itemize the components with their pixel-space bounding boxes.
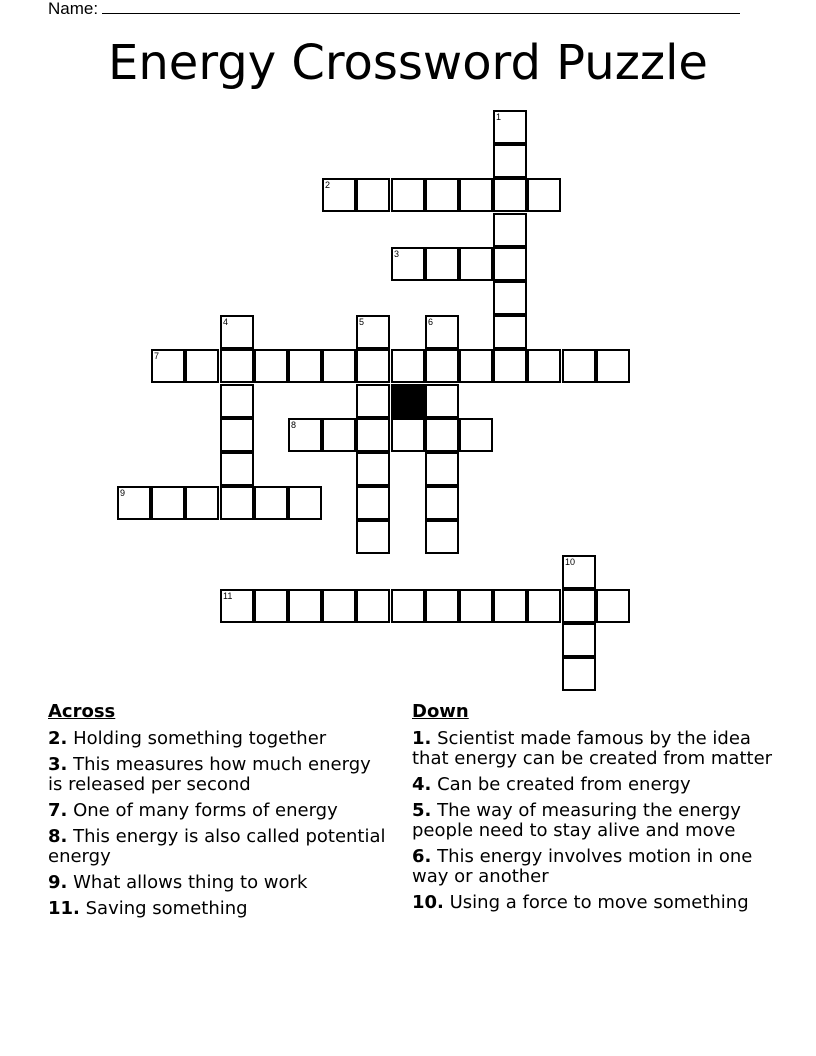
grid-cell[interactable]: [391, 418, 425, 452]
grid-cell[interactable]: [391, 349, 425, 383]
clue-item-text: Holding something together: [73, 728, 327, 749]
grid-cell[interactable]: [185, 486, 219, 520]
grid-cell[interactable]: [425, 247, 459, 281]
grid-cell[interactable]: [356, 178, 390, 212]
clue-item-text: Scientist made famous by the idea that energy can be created from matter: [412, 728, 773, 769]
clue-item-number: 3.: [48, 754, 68, 775]
grid-cell[interactable]: [562, 349, 596, 383]
down-clue-list: [412, 729, 777, 913]
grid-cell[interactable]: [459, 349, 493, 383]
clue-item-text: Can be created from energy: [437, 774, 691, 795]
clue-item-text: Saving something: [85, 898, 248, 919]
grid-cell[interactable]: [425, 520, 459, 554]
clue-item-text: This energy involves motion in one way or another: [412, 846, 753, 887]
grid-cell[interactable]: [493, 178, 527, 212]
clue-item: [412, 729, 777, 769]
grid-cell[interactable]: [562, 589, 596, 623]
clue-number: 2: [325, 180, 331, 190]
clue-item-number: 1.: [412, 728, 432, 749]
grid-cell[interactable]: [425, 589, 459, 623]
grid-cell[interactable]: [254, 349, 288, 383]
grid-cell[interactable]: [220, 589, 254, 623]
clue-item-text: This energy is also called potential energy: [48, 826, 386, 867]
grid-cell[interactable]: [459, 418, 493, 452]
clue-number: 3: [394, 249, 400, 259]
grid-cell[interactable]: [425, 418, 459, 452]
grid-cell[interactable]: [459, 247, 493, 281]
clue-number: 1: [496, 112, 502, 122]
grid-cell[interactable]: [322, 349, 356, 383]
grid-cell[interactable]: [493, 213, 527, 247]
clue-number: 10: [565, 557, 576, 567]
grid-cell[interactable]: [356, 384, 390, 418]
down-clues: [412, 700, 777, 919]
grid-cell[interactable]: [425, 452, 459, 486]
grid-cell[interactable]: [356, 520, 390, 554]
clue-number: 7: [154, 351, 160, 361]
grid-cell[interactable]: [220, 486, 254, 520]
grid-cell[interactable]: [151, 486, 185, 520]
clue-item: [412, 801, 777, 841]
name-label: Name:: [48, 0, 99, 18]
grid-cell[interactable]: [185, 349, 219, 383]
clue-item: [48, 899, 388, 919]
grid-cell[interactable]: [459, 178, 493, 212]
grid-cell[interactable]: [322, 178, 356, 212]
grid-cell[interactable]: [493, 281, 527, 315]
clue-item-number: 5.: [412, 800, 432, 821]
grid-cell[interactable]: [288, 418, 322, 452]
grid-cell[interactable]: [356, 486, 390, 520]
clue-number: 4: [223, 317, 229, 327]
clue-item: [48, 755, 388, 795]
page-title: Energy Crossword Puzzle: [108, 35, 708, 91]
clue-item: [48, 729, 388, 749]
grid-cell[interactable]: [562, 657, 596, 691]
grid-cell[interactable]: [117, 486, 151, 520]
grid-cell[interactable]: [391, 178, 425, 212]
grid-cell[interactable]: [220, 315, 254, 349]
grid-cell[interactable]: [562, 555, 596, 589]
clue-item: [412, 893, 777, 913]
grid-cell[interactable]: [356, 452, 390, 486]
grid-cell[interactable]: [391, 589, 425, 623]
grid-cell[interactable]: [288, 349, 322, 383]
across-heading: Across: [48, 701, 116, 722]
clue-number: 6: [428, 317, 434, 327]
grid-cell[interactable]: [425, 315, 459, 349]
grid-cell[interactable]: [527, 589, 561, 623]
grid-cell[interactable]: [356, 315, 390, 349]
clue-number: 11: [223, 591, 233, 601]
grid-cell[interactable]: [254, 589, 288, 623]
grid-cell[interactable]: [493, 144, 527, 178]
grid-cell[interactable]: [425, 178, 459, 212]
clue-item: [48, 827, 388, 867]
grid-cell[interactable]: [493, 349, 527, 383]
clue-number: 8: [291, 420, 297, 430]
clue-item-number: 6.: [412, 846, 432, 867]
grid-cell[interactable]: [562, 623, 596, 657]
clue-item-number: 2.: [48, 728, 68, 749]
grid-cell[interactable]: [425, 486, 459, 520]
clue-item-text: One of many forms of energy: [73, 800, 338, 821]
grid-cell[interactable]: [493, 589, 527, 623]
clue-item: [48, 873, 388, 893]
clue-number: 5: [359, 317, 365, 327]
grid-cell[interactable]: [220, 384, 254, 418]
clue-item-text: The way of measuring the energy people need to stay alive and move: [412, 800, 741, 841]
grid-cell[interactable]: [493, 315, 527, 349]
grid-cell[interactable]: [425, 349, 459, 383]
grid-cell[interactable]: [459, 589, 493, 623]
clue-item-number: 10.: [412, 892, 444, 913]
down-heading: Down: [412, 701, 469, 722]
grid-cell[interactable]: [254, 486, 288, 520]
grid-cell[interactable]: [288, 589, 322, 623]
grid-cell[interactable]: [596, 349, 630, 383]
clue-item-number: 7.: [48, 800, 68, 821]
grid-cell[interactable]: [322, 418, 356, 452]
grid-cell[interactable]: [425, 384, 459, 418]
grid-cell[interactable]: [288, 486, 322, 520]
grid-cell[interactable]: [527, 178, 561, 212]
grid-cell[interactable]: [391, 247, 425, 281]
grid-cell[interactable]: [151, 349, 185, 383]
clue-item-number: 9.: [48, 872, 68, 893]
clue-item: [412, 775, 777, 795]
grid-cell[interactable]: [493, 247, 527, 281]
clue-item-text: This measures how much energy is released per second: [48, 754, 371, 795]
grid-cell[interactable]: [527, 349, 561, 383]
grid-cell[interactable]: [322, 589, 356, 623]
grid-cell[interactable]: [220, 418, 254, 452]
grid-cell[interactable]: [220, 452, 254, 486]
grid-cell[interactable]: [596, 589, 630, 623]
clue-item-number: 11.: [48, 898, 80, 919]
across-clue-list: [48, 729, 388, 919]
clue-number: 9: [120, 488, 126, 498]
grid-cell[interactable]: [220, 349, 254, 383]
clue-item-text: What allows thing to work: [73, 872, 308, 893]
clue-item: [412, 847, 777, 887]
clue-item: [48, 801, 388, 821]
black-square: [391, 384, 425, 418]
clue-item-text: Using a force to move something: [449, 892, 749, 913]
across-clues: [48, 700, 388, 925]
grid-cell[interactable]: [356, 349, 390, 383]
grid-cell[interactable]: [356, 418, 390, 452]
grid-cell[interactable]: [493, 110, 527, 144]
clue-item-number: 8.: [48, 826, 68, 847]
grid-cell[interactable]: [356, 589, 390, 623]
clue-item-number: 4.: [412, 774, 432, 795]
